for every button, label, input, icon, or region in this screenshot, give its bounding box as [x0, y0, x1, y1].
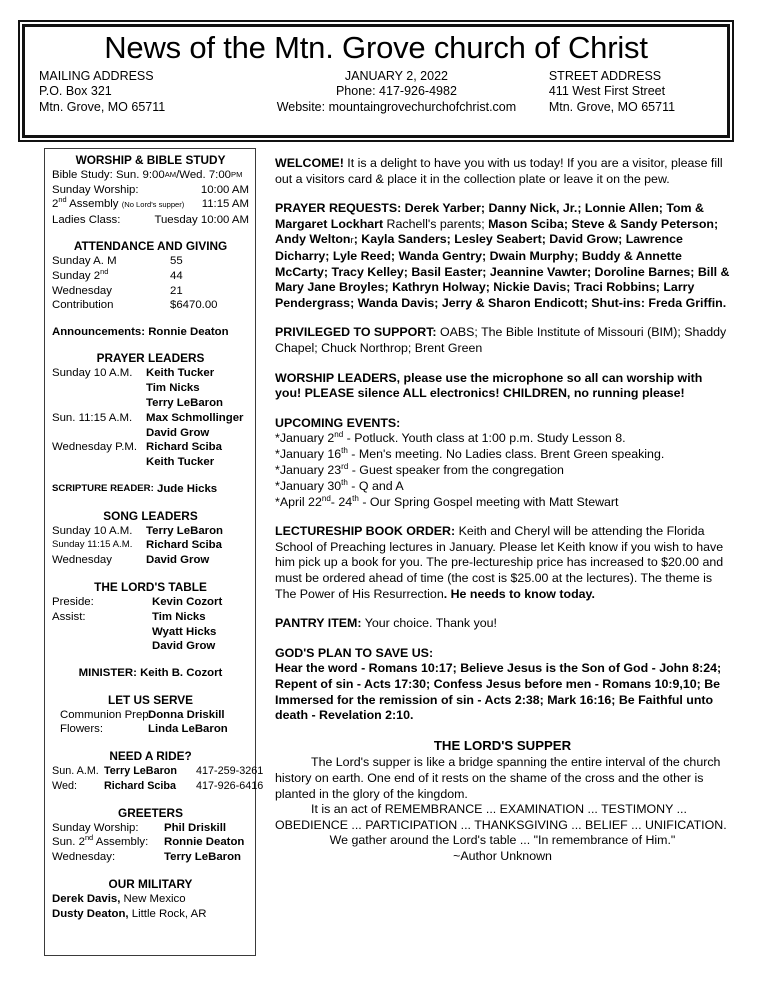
- prayer-leader-row: [52, 455, 249, 470]
- song-leader-name: Terry LeBaron: [146, 524, 224, 537]
- pantry-label: PANTRY ITEM:: [275, 616, 362, 631]
- lectureship-text: Keith and Cheryl will be attending the Florida School of Preaching lectures in January. Please let Keith know if you wish to have him pick up a book for you. The pre-lectureship price has increased to $20.00 and must be ordered ahead of time (the cost is $25.00 at the lectures). The theme is The Power of His Resurrection: [275, 524, 724, 601]
- prayer-leader-name: Tim Nicks: [146, 382, 200, 395]
- worship-leaders-text: WORSHIP LEADERS, please use the microphone so all can worship with you! PLEASE silence ALL electronics! CHILDREN, no running please!: [275, 370, 703, 401]
- phone-number: Phone: 417-926-4982: [335, 84, 457, 99]
- welcome-label: WELCOME!: [275, 156, 344, 170]
- need-a-ride-row: [52, 779, 264, 794]
- prayer-requests-note: Rachell's parents;: [383, 216, 489, 231]
- gods-plan-heading: GOD'S PLAN TO SAVE US:: [275, 645, 434, 660]
- privileged-label: PRIVILEGED TO SUPPORT:: [275, 325, 437, 340]
- prayer-leader-time: [52, 455, 146, 470]
- date-contact-block: [260, 69, 533, 115]
- ride-name: Richard Sciba: [104, 779, 177, 792]
- prayer-leader-name: Terry LeBaron: [146, 396, 224, 409]
- song-leader-time: Sunday 11:15 A.M.: [52, 539, 133, 551]
- prayer-leader-name: Richard Sciba: [146, 441, 222, 454]
- prayer-leader-row: [52, 366, 249, 381]
- serve-role: Flowers:: [60, 723, 104, 736]
- main-content: [275, 156, 730, 865]
- section-heading-worship: WORSHIP & BIBLE STUDY: [75, 153, 226, 167]
- greeter-name: Ronnie Deaton: [164, 836, 245, 849]
- event-item: *January 2nd - Potluck. Youth class at 1:00 p.m. Study Lesson 8.: [275, 430, 626, 446]
- prayer-leader-name: Max Schmollinger: [146, 411, 244, 424]
- song-leader-name: Richard Sciba: [146, 539, 222, 552]
- lords-table-row: [52, 625, 249, 640]
- pantry-item-paragraph: [275, 616, 730, 632]
- prayer-leader-time: Sunday 10 A.M.: [52, 367, 133, 380]
- upcoming-events-heading: UPCOMING EVENTS:: [275, 415, 401, 430]
- prayer-leader-row: [52, 381, 249, 396]
- sunday-worship-label: Sunday Worship:: [52, 183, 139, 196]
- attendance-label: Sunday A. M: [52, 255, 117, 268]
- second-assembly-note: (No Lord's supper): [121, 200, 185, 210]
- greeter-name: Phil Driskill: [164, 821, 227, 834]
- scripture-reader-name: Jude Hicks: [156, 482, 218, 495]
- ladies-class-time: Tuesday 10:00 AM: [154, 213, 249, 226]
- prayer-leader-time: [52, 426, 146, 441]
- ride-phone: 417-926-6416: [196, 779, 264, 792]
- lectureship-paragraph: [275, 524, 730, 602]
- attendance-value: 55: [170, 255, 183, 268]
- ladies-class-row: [52, 213, 249, 228]
- gods-plan-text: Hear the word - Romans 10:17; Believe Jesus is the Son of God - John 8:24; Repent of sin - Acts 17:30; Confess Jesus before men - Romans 10:9,10; Be Immersed for the remission of sin - Acts 2:38; Mark 16:16; Be Faithful unto death - Revelation 2:10.: [275, 661, 722, 723]
- lords-table-row: [52, 595, 249, 610]
- second-assembly-label: 2nd Assembly (No Lord's supper): [52, 195, 185, 211]
- greeter-row: [52, 821, 249, 836]
- prayer-leader-time: [52, 381, 146, 396]
- prayer-requests-names-cont: ; Kayla Sanders; Lesley Seabert; David Grow; Lawrence Dicharry; Lyle Reed; Wanda Gentry; Dwain Murphy; Buddy & Annette McCarty; Tracy Kelley; Basil Easter; Jeannine Vawter; Doroline Barnes; Bill & Mary Jane Broyles; Kathryn Holway; Nickie Davis; Traci Robbins; Larry Pendergrass; Wanda Davis; Jerry & Sharon Endicott; Shut-ins: Freda Griffin.: [275, 232, 730, 310]
- lords-table-row: [52, 610, 249, 625]
- lords-supper-author: ~Author Unknown: [453, 848, 552, 863]
- announcements-row: [52, 325, 249, 340]
- prayer-leader-row: [52, 426, 249, 441]
- page-title: News of the Mtn. Grove church of Christ: [104, 30, 648, 65]
- ride-phone: 417-259-3261: [196, 765, 264, 778]
- mailing-address-block: [35, 69, 260, 115]
- event-item: *April 22nd- 24th - Our Spring Gospel meeting with Matt Stewart: [275, 493, 619, 509]
- prayer-leader-row: [52, 396, 249, 411]
- masthead: [22, 24, 730, 138]
- mailing-address-line2: Mtn. Grove, MO 65711: [39, 99, 166, 114]
- section-heading-prayer-leaders: PRAYER LEADERS: [96, 351, 205, 366]
- attendance-label: Wednesday: [52, 284, 112, 297]
- sunday-worship-time: 10:00 AM: [200, 183, 249, 196]
- military-row: [52, 892, 249, 907]
- prayer-leader-name: Keith Tucker: [146, 367, 215, 380]
- street-address-line1: 411 West First Street: [548, 84, 666, 99]
- attendance-row: [52, 269, 249, 284]
- let-us-serve-row: [52, 722, 249, 737]
- lords-supper-paragraph-2: It is an act of REMEMBRANCE ... EXAMINATION ... TESTIMONY ... OBEDIENCE ... PARTICIPATION ... THANKSGIVING ... BELIEF ... UNIFICATION.: [275, 802, 727, 832]
- song-leader-row: [52, 553, 249, 568]
- lectureship-bold-tail: . He needs to know today.: [443, 586, 595, 601]
- prayer-leader-row: [52, 440, 249, 455]
- ladies-class-label: Ladies Class:: [52, 213, 121, 226]
- second-assembly-row: [52, 197, 249, 213]
- lords-table-role: Assist:: [52, 610, 86, 623]
- attendance-row: [52, 298, 249, 313]
- street-address-line2: Mtn. Grove, MO 65711: [548, 99, 676, 114]
- song-leader-row: [52, 524, 249, 539]
- lords-table-role: [52, 625, 152, 640]
- song-leader-time: Sunday 10 A.M.: [52, 524, 133, 537]
- song-leader-time: Wednesday: [52, 554, 112, 567]
- announcements-name: Ronnie Deaton: [148, 325, 229, 338]
- attendance-value: 44: [170, 269, 183, 282]
- sunday-worship-row: [52, 183, 249, 198]
- greeter-row: [52, 835, 249, 850]
- event-item: *January 30th - Q and A: [275, 477, 404, 493]
- bible-study-mid: /Wed. 7:00: [176, 169, 231, 181]
- issue-date: JANUARY 2, 2022: [344, 69, 448, 83]
- street-address-heading: STREET ADDRESS: [548, 69, 662, 83]
- military-place: Little Rock, AR: [128, 907, 207, 920]
- lords-supper-title: THE LORD'S SUPPER: [433, 737, 572, 753]
- let-us-serve-row: [52, 708, 249, 723]
- greeter-name: Terry LeBaron: [164, 851, 242, 864]
- privileged-text: OABS; The Bible Institute of Missouri (BIM); Shaddy Chapel; Chuck Northrop; Brent Green: [275, 325, 727, 355]
- prayer-leader-time: Sun. 11:15 A.M.: [52, 411, 133, 424]
- lords-table-role: Preside:: [52, 595, 94, 608]
- section-heading-lords-table: THE LORD'S TABLE: [94, 579, 207, 594]
- section-heading-attendance: ATTENDANCE AND GIVING: [73, 239, 228, 254]
- scripture-reader-row: [52, 482, 249, 497]
- bible-study-pm: PM: [231, 170, 243, 179]
- scripture-reader-label: SCRIPTURE READER:: [52, 482, 154, 494]
- lords-table-name: Wyatt Hicks: [152, 625, 217, 638]
- street-address-block: [533, 69, 717, 115]
- section-heading-song-leaders: SONG LEADERS: [103, 508, 198, 523]
- attendance-row: [52, 254, 249, 269]
- bible-study-am: AM: [164, 170, 177, 179]
- prayer-leader-time: Wednesday P.M.: [52, 441, 138, 454]
- prayer-leader-name: Keith Tucker: [146, 456, 215, 469]
- minister-label: MINISTER:: [78, 667, 137, 680]
- prayer-requests-stray-char: r: [350, 235, 354, 247]
- serve-name: Donna Driskill: [148, 708, 225, 721]
- song-leader-row: [52, 538, 249, 553]
- greeter-when: Wednesday:: [52, 851, 116, 864]
- website-url: Website: mountaingrovechurchofchrist.com: [276, 99, 517, 114]
- privileged-to-support-paragraph: [275, 325, 730, 356]
- mailing-address-line1: P.O. Box 321: [39, 84, 112, 99]
- prayer-requests-paragraph: [275, 201, 730, 311]
- lords-table-name: Tim Nicks: [152, 610, 206, 623]
- attendance-label: Contribution: [52, 299, 114, 312]
- event-item: *January 23rd - Guest speaker from the congregation: [275, 461, 564, 477]
- military-name: Derek Davis,: [52, 893, 121, 906]
- bible-study-label: Bible Study: Sun. 9:00: [52, 169, 165, 181]
- worship-leaders-notice: [275, 371, 730, 402]
- lectureship-label: LECTURESHIP BOOK ORDER:: [275, 524, 456, 539]
- sidebar-panel: [44, 148, 264, 956]
- mailing-address-heading: MAILING ADDRESS: [39, 69, 154, 83]
- announcements-label: Announcements:: [52, 325, 146, 338]
- masthead-columns: [35, 69, 717, 115]
- ride-when: Wed:: [52, 779, 78, 792]
- section-heading-need-a-ride: NEED A RIDE?: [109, 749, 192, 764]
- lords-table-name: David Grow: [152, 640, 216, 653]
- lords-supper-paragraph-1: The Lord's supper is like a bridge spanning the entire interval of the church history on earth. One end of it rests on the shame of the cross and the other is planted in the glory of the kingdom.: [275, 755, 721, 801]
- song-leader-name: David Grow: [146, 554, 210, 567]
- lords-supper-paragraph-3: We gather around the Lord's table ... "In remembrance of Him.": [329, 833, 676, 848]
- attendance-label: Sunday 2nd: [52, 267, 109, 282]
- ride-when: Sun. A.M.: [52, 765, 99, 778]
- second-assembly-time: 11:15 AM: [201, 198, 249, 211]
- prayer-leader-time: [52, 396, 146, 411]
- section-heading-let-us-serve: LET US SERVE: [107, 692, 193, 707]
- military-name: Dusty Deaton,: [52, 907, 129, 920]
- need-a-ride-row: [52, 764, 264, 779]
- event-item: *January 16th - Men's meeting. No Ladies class. Brent Green speaking.: [275, 445, 665, 462]
- prayer-leader-name: David Grow: [146, 426, 210, 439]
- lords-table-role: [52, 639, 152, 654]
- ride-name: Terry LeBaron: [104, 765, 178, 778]
- pantry-text: Your choice. Thank you!: [361, 616, 497, 631]
- minister-row: [52, 666, 249, 680]
- section-heading-our-military: OUR MILITARY: [108, 877, 193, 892]
- welcome-text: It is a delight to have you with us today! If you are a visitor, please fill out a visitors card & place it in the collection plate or leave it on the pew.: [275, 156, 723, 186]
- serve-name: Linda LeBaron: [148, 723, 228, 736]
- military-row: [52, 907, 249, 922]
- contribution-value: $6470.00: [170, 299, 218, 312]
- welcome-paragraph: [275, 156, 730, 187]
- prayer-leader-row: [52, 411, 249, 426]
- lords-table-row: [52, 639, 249, 654]
- greeter-row: [52, 850, 249, 865]
- greeter-when: Sun. 2nd Assembly:: [52, 833, 149, 849]
- military-place: New Mexico: [120, 893, 186, 906]
- lords-table-name: Kevin Cozort: [152, 595, 223, 608]
- prayer-requests-names: Mason Sciba; Steve & Sandy Peterson; Andy Welton: [275, 216, 719, 247]
- worship-bible-study-row: [52, 168, 249, 183]
- section-heading-greeters: GREETERS: [118, 805, 183, 820]
- minister-name: Keith B. Cozort: [140, 667, 223, 680]
- prayer-requests-label: PRAYER REQUESTS: Derek Yarber; Danny Nick, Jr.; Lonnie Allen; Tom & Margaret Lockhart: [275, 201, 704, 231]
- attendance-value: 21: [170, 284, 183, 297]
- serve-role: Communion Prep:: [60, 708, 152, 721]
- attendance-row: [52, 284, 249, 299]
- greeter-when: Sunday Worship:: [52, 821, 139, 834]
